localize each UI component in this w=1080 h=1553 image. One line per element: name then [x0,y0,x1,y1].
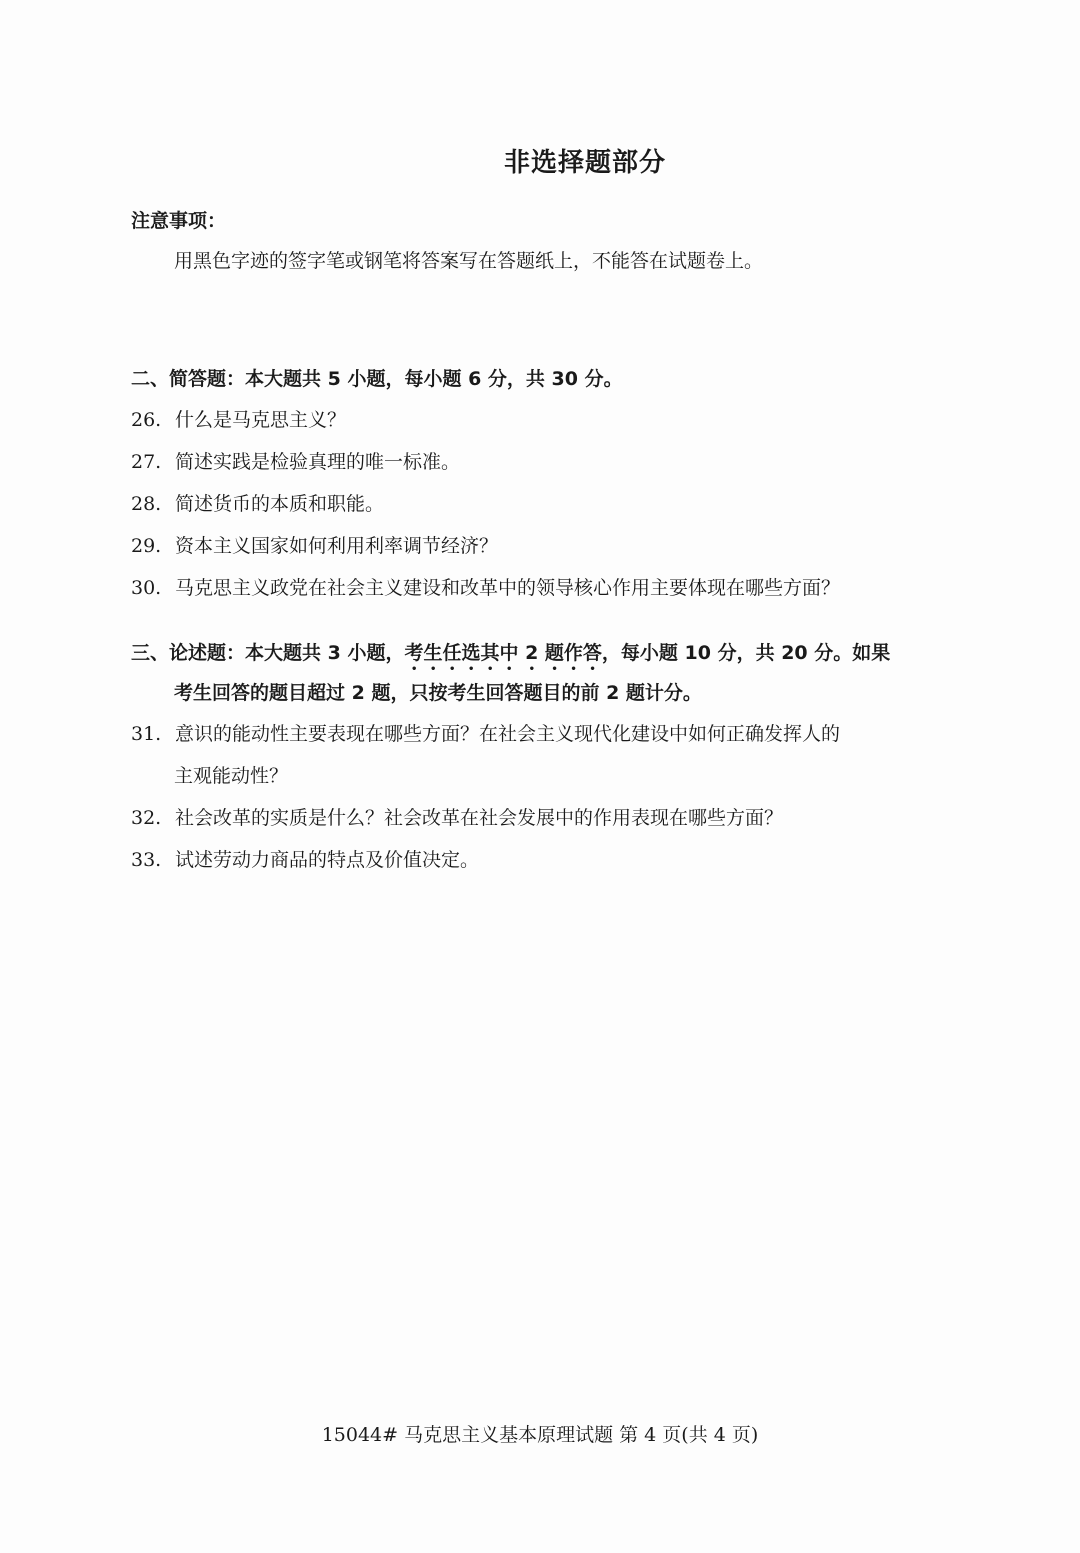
question-text: 社会改革的实质是什么？社会改革在社会发展中的作用表现在哪些方面？ [175,807,784,829]
question-number: 28. [131,493,162,515]
question-number: 31. [131,723,162,745]
question-27 [131,447,460,474]
section3-heading-line2: 考生回答的题目超过 2 题，只按考生回答题目的前 2 题计分。 [174,682,702,704]
question-text: 试述劳动力商品的特点及价值决定。 [175,849,480,871]
question-33 [131,845,479,872]
section3-heading [131,638,890,675]
question-number: 26. [131,409,162,431]
section2-heading: 二、简答题：本大题共 5 小题，每小题 6 分，共 30 分。 [131,368,623,390]
question-text: 简述实践是检验真理的唯一标准。 [175,451,461,473]
question-text: 什么是马克思主义？ [175,409,347,431]
question-text: 简述货币的本质和职能。 [175,493,385,515]
question-31-continued: 主观能动性？ [174,765,289,787]
section3-heading-post: ，每小题 10 分，共 20 分。如果 [601,642,891,664]
question-29 [131,531,498,558]
section3-heading-pre: 三、论述题：本大题共 3 小题， [131,642,405,664]
question-number: 27. [131,451,162,473]
question-30 [131,573,840,600]
question-number: 30. [131,577,162,599]
page-footer: 15044# 马克思主义基本原理试题 第 4 页(共 4 页) [321,1424,759,1446]
question-26 [131,405,346,432]
section3-heading-emphasis: 考生任选其中 2 题作答 [404,642,602,664]
question-text: 资本主义国家如何利用利率调节经济？ [175,535,499,557]
question-31 [131,719,840,746]
question-number: 32. [131,807,162,829]
question-number: 33. [131,849,162,871]
page-title: 非选择题部分 [503,148,666,178]
notice-heading: 注意事项： [131,210,227,232]
question-text: 意识的能动性主要表现在哪些方面？在社会主义现代化建设中如何正确发挥人的 [175,723,841,745]
notice-text: 用黑色字迹的签字笔或钢笔将答案写在答题纸上，不能答在试题卷上。 [174,250,764,272]
question-number: 29. [131,535,162,557]
question-32 [131,803,783,830]
question-text: 马克思主义政党在社会主义建设和改革中的领导核心作用主要体现在哪些方面？ [175,577,841,599]
question-28 [131,489,384,516]
